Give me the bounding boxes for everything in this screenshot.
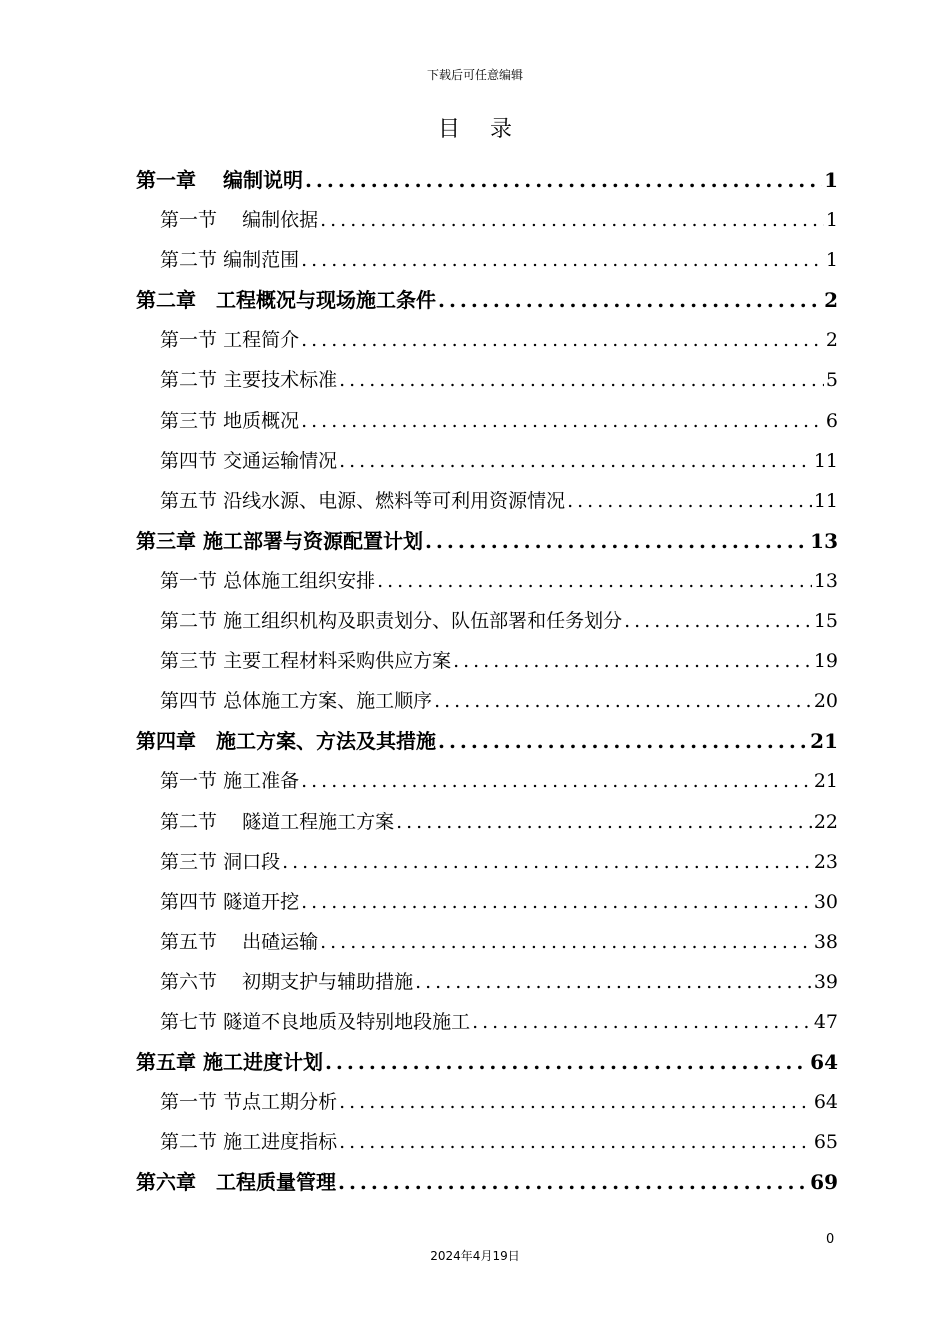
toc-entry-title: 编制说明 (222, 168, 303, 192)
toc-leader-dots (339, 1082, 812, 1122)
toc-entry-page: 6 (825, 409, 838, 432)
toc-leader-dots (339, 441, 812, 481)
toc-entry-page: 1 (824, 168, 838, 192)
toc-entry-number: 第一节 (160, 569, 218, 592)
header-note: 下载后可任意编辑 (426, 68, 523, 82)
toc-entry-title: 施工组织机构及职责划分、队伍部署和任务划分 (223, 610, 623, 633)
toc-entry-page: 19 (813, 650, 838, 673)
toc-entry-gap (196, 1162, 216, 1202)
toc-entry-number: 第二节 (160, 1131, 218, 1154)
toc-leader-dots (425, 521, 808, 561)
toc-leader-dots (320, 200, 824, 240)
toc-entry-number: 第三节 (160, 850, 218, 873)
toc-section-entry[interactable] (136, 1082, 838, 1122)
toc-title: 目录 (437, 117, 542, 142)
toc-entry-title: 工程简介 (223, 329, 300, 352)
toc-chapter-entry[interactable] (136, 160, 838, 200)
toc-entry-number: 第四节 (160, 449, 218, 472)
toc-entry-gap (217, 802, 242, 842)
toc-section-entry[interactable] (136, 842, 838, 882)
toc-entry-page: 38 (813, 930, 838, 953)
toc-entry-gap (196, 1042, 203, 1082)
toc-leader-dots (472, 1002, 812, 1042)
toc-entry-number: 第二节 (160, 610, 218, 633)
toc-entry-title: 地质概况 (223, 409, 300, 432)
toc-entry-gap (196, 521, 203, 561)
toc-leader-dots (453, 641, 812, 681)
toc-entry-gap (196, 280, 216, 320)
toc-entry-title: 工程质量管理 (216, 1170, 336, 1195)
toc-chapter-entry[interactable] (136, 521, 838, 561)
footer-date: 2024年4月19日 (430, 1249, 520, 1263)
toc-entry-page: 64 (810, 1050, 838, 1075)
toc-entry-title: 编制依据 (242, 209, 319, 232)
toc-entry-number: 第四节 (160, 890, 218, 913)
toc-entry-page: 13 (813, 569, 838, 592)
toc-entry-page: 21 (813, 770, 838, 793)
toc-section-entry[interactable] (136, 481, 838, 521)
toc-entry-title: 总体施工方案、施工顺序 (223, 690, 433, 713)
toc-leader-dots (282, 842, 812, 882)
toc-entry-number: 第二节 (160, 369, 218, 392)
toc-section-entry[interactable] (136, 401, 838, 441)
toc-entry-page: 65 (813, 1131, 838, 1154)
toc-entry-title: 施工进度计划 (202, 1050, 323, 1075)
toc-leader-dots (320, 922, 812, 962)
toc-leader-dots (415, 962, 812, 1002)
toc-leader-dots (624, 601, 812, 641)
toc-entry-number: 第六章 (136, 1170, 196, 1195)
toc-entry-page: 2 (824, 288, 838, 313)
toc-entry-number: 第一节 (160, 329, 218, 352)
toc-leader-dots (301, 320, 824, 360)
toc-entry-page: 20 (813, 690, 838, 713)
toc-entry-title: 施工部署与资源配置计划 (202, 528, 423, 553)
toc-leader-dots (301, 401, 824, 441)
toc-entry-number: 第四节 (160, 690, 218, 713)
toc-entry-page: 11 (813, 449, 838, 472)
toc-leader-dots (438, 721, 808, 761)
toc-entry-title: 编制范围 (223, 249, 300, 272)
toc-section-entry[interactable] (136, 561, 838, 601)
toc-entry-title: 施工方案、方法及其措施 (216, 729, 436, 754)
toc-entry-number: 第一节 (160, 1091, 218, 1114)
toc-entry-title: 节点工期分析 (223, 1091, 338, 1114)
toc-leader-dots (339, 360, 824, 400)
toc-section-entry[interactable] (136, 1002, 838, 1042)
toc-entry-number: 第六节 (160, 970, 218, 993)
toc-section-entry[interactable] (136, 240, 838, 280)
toc-entry-number: 第一节 (160, 209, 218, 232)
toc-entry-page: 2 (825, 329, 838, 352)
toc-entry-number: 第五节 (160, 489, 218, 512)
toc-entry-page: 64 (813, 1091, 838, 1114)
toc-entry-number: 第五章 (136, 1050, 196, 1075)
toc-leader-dots (305, 160, 822, 200)
toc-section-entry[interactable] (136, 320, 838, 360)
toc-leader-dots (338, 1162, 808, 1202)
toc-chapter-entry[interactable] (136, 721, 838, 761)
toc-entry-title: 交通运输情况 (223, 449, 338, 472)
toc-entry-page: 5 (825, 369, 838, 392)
toc-leader-dots (438, 280, 822, 320)
toc-entry-title: 总体施工组织安排 (223, 569, 376, 592)
toc-leader-dots (301, 882, 812, 922)
toc-entry-number: 第一节 (160, 770, 218, 793)
toc-section-entry[interactable] (136, 441, 838, 481)
toc-leader-dots (325, 1042, 808, 1082)
toc-entry-number: 第二章 (136, 288, 196, 313)
toc-entry-page: 39 (813, 970, 838, 993)
toc-leader-dots (377, 561, 812, 601)
toc-entry-title: 施工准备 (223, 770, 300, 793)
toc-section-entry[interactable] (136, 601, 838, 641)
toc-leader-dots (339, 1122, 812, 1162)
toc-section-entry[interactable] (136, 922, 838, 962)
toc-section-entry[interactable] (136, 962, 838, 1002)
toc-entry-page: 11 (813, 489, 838, 512)
toc-entry-page: 15 (813, 610, 838, 633)
toc-entry-title: 隧道开挖 (223, 890, 300, 913)
toc-entry-page: 69 (810, 1170, 838, 1195)
toc-entry-gap (196, 721, 216, 761)
toc-entry-gap (217, 962, 242, 1002)
toc-entry-number: 第一章 (136, 168, 196, 192)
toc-leader-dots (396, 802, 812, 842)
toc-entry-page: 23 (813, 850, 838, 873)
toc-entry-title: 隧道工程施工方案 (242, 810, 395, 833)
toc-leader-dots (567, 481, 812, 521)
toc-section-entry[interactable] (136, 882, 838, 922)
toc-section-entry[interactable] (136, 641, 838, 681)
toc-entry-title: 洞口段 (223, 850, 281, 873)
toc-leader-dots (434, 681, 812, 721)
toc-leader-dots (301, 761, 812, 801)
toc-entry-title: 施工进度指标 (223, 1131, 338, 1154)
toc-entry-title: 主要技术标准 (223, 369, 338, 392)
toc-entry-title: 沿线水源、电源、燃料等可利用资源情况 (223, 489, 566, 512)
toc-entry-gap (217, 200, 242, 240)
toc-entry-number: 第二节 (160, 810, 218, 833)
toc-section-entry[interactable] (136, 360, 838, 400)
toc-entry-number: 第四章 (136, 729, 196, 754)
toc-entry-title: 出碴运输 (242, 930, 319, 953)
toc-entry-title: 初期支护与辅助措施 (242, 970, 414, 993)
toc-entry-number: 第七节 (160, 1010, 218, 1033)
toc-entry-number: 第二节 (160, 249, 218, 272)
toc-section-entry[interactable] (136, 761, 838, 801)
toc-entry-gap (196, 160, 223, 200)
toc-entry-page: 22 (813, 810, 838, 833)
toc-section-entry[interactable] (136, 1122, 838, 1162)
toc-entry-page: 47 (813, 1010, 838, 1033)
toc-entry-page: 13 (810, 528, 838, 553)
page-number: 0 (826, 1232, 835, 1247)
toc-entry-number: 第三节 (160, 650, 218, 673)
toc-entry-number: 第三章 (136, 528, 196, 553)
toc-entry-number: 第五节 (160, 930, 218, 953)
toc-section-entry[interactable] (136, 681, 838, 721)
toc-entry-page: 21 (810, 729, 838, 754)
toc-section-entry[interactable] (136, 802, 838, 842)
toc-chapter-entry[interactable] (136, 1042, 838, 1082)
toc-chapter-entry[interactable] (136, 280, 838, 320)
toc-entry-title: 主要工程材料采购供应方案 (223, 650, 452, 673)
toc-leader-dots (301, 240, 824, 280)
table-of-contents (136, 160, 838, 1202)
toc-entry-page: 1 (825, 249, 838, 272)
toc-entry-title: 隧道不良地质及特别地段施工 (223, 1010, 471, 1033)
toc-section-entry[interactable] (136, 200, 838, 240)
toc-entry-number: 第三节 (160, 409, 218, 432)
toc-chapter-entry[interactable] (136, 1162, 838, 1202)
toc-entry-title: 工程概况与现场施工条件 (216, 288, 436, 313)
toc-entry-page: 30 (813, 890, 838, 913)
toc-entry-page: 1 (825, 209, 838, 232)
toc-entry-gap (217, 922, 242, 962)
